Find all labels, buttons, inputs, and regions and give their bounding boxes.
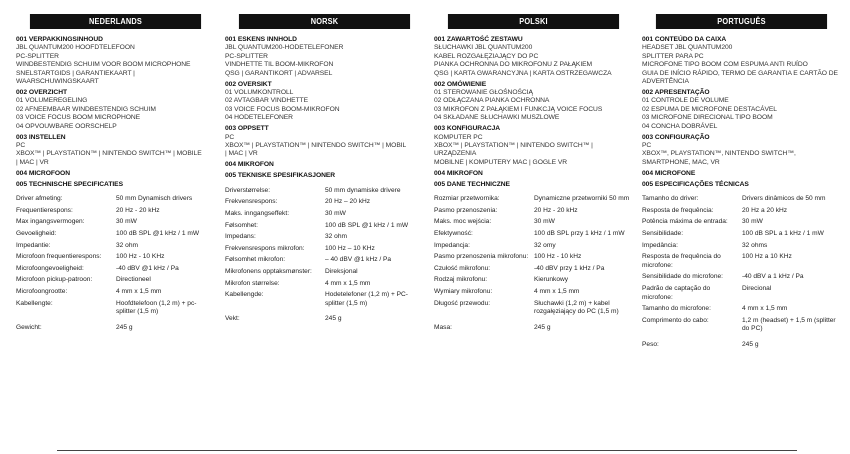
spec-value: 1,2 m (headset) + 1,5 m (splitter do PC) [742,316,836,333]
column-nederlands [16,14,215,332]
spec-value: -40 dBV @1 kHz / Pa [116,264,179,272]
spec-label: Mikrofon størrelse: [225,279,280,287]
spec-value: 20 Hz - 20 kHz [534,206,578,214]
spec-label: Følsomhet mikrofon: [225,256,286,264]
section-line: GUIA DE INÍCIO RÁPIDO, TERMO DE GARANTIA E CARTÃO DE ADVERTÊNCIA [642,69,838,86]
section-line: MOBILNE | KOMPUTERY MAC | GOGLE VR [434,158,568,166]
spec-row [434,285,633,297]
sections [642,36,841,189]
spec-row [16,227,215,239]
spec-label: Gewicht: [16,323,42,331]
section-line: VINDHETTE TIL BOOM-MIKROFON [225,61,334,69]
spec-value: 4 mm x 1,5 mm [116,288,162,296]
section-title: 003 INSTELLEN [16,133,66,141]
section-line: | MAC | VR [16,158,49,166]
spec-row [642,204,841,216]
section-title: 003 CONFIGURAÇÃO [642,133,710,141]
spec-value: Dynamiczne przetworniki 50 mm [534,195,630,203]
section-line: 02 ESPUMA DE MICROFONE DESTACÁVEL [642,105,777,113]
spec-value: 50 mm dynamiske drivere [325,186,401,194]
spec-row [642,282,841,302]
spec-value: Direksjonal [325,268,358,276]
section-line: 02 AVTAGBAR VINDHETTE [225,97,309,105]
column-header: NEDERLANDS [30,14,201,29]
spec-label: Wymiary mikrofonu: [434,288,493,296]
spec-value: Directioneel [116,276,151,284]
spec-value: 20 Hz – 20 kHz [325,198,371,206]
spec-value: -40 dBV przy 1 kHz / Pa [534,264,605,272]
spec-label: Microfoon frequentierespons: [16,253,102,261]
spec-row [434,192,633,204]
footer-divider [57,450,797,451]
spec-label: Microfoongevoeligheid: [16,264,84,272]
spec-label: Maks. inngangseffekt: [225,210,290,218]
sections [225,36,424,181]
spec-label: Masa: [434,323,452,331]
section-line: 03 VOICE FOCUS BOOM MICROPHONE [16,114,141,122]
spec-row [225,265,424,277]
spec-value: 100 Hz a 10 KHz [742,253,792,261]
section-title: 004 MICROFONE [642,169,696,177]
spec-row [434,204,633,216]
section-line: MICROFONE TIPO BOOM COM ESPUMA ANTI RUÍDO [642,61,808,69]
spec-row [16,239,215,251]
spec-table [642,192,841,349]
spec-value: 32 ohm [325,233,347,241]
section-title: 005 DANE TECHNICZNE [434,180,510,188]
column-polski [434,14,633,332]
spec-row [225,308,424,324]
spec-row [642,239,841,251]
spec-label: Rozmiar przetwornika: [434,195,500,203]
spec-row [434,239,633,251]
spec-label: Driver afmeting: [16,195,63,203]
spec-value: 100 dB SPL a 1 kHz / 1 mW [742,230,824,238]
spec-label: Pasmo przenoszenia mikrofonu: [434,253,529,261]
spec-value: 32 omy [534,241,556,249]
spec-row [16,317,215,333]
section-line: 03 VOICE FOCUS BOOM-MIKROFON [225,105,340,113]
section-title: 001 VERPAKKINGSINHOUD [16,36,103,43]
spec-value: 245 g [534,323,551,331]
spec-row [642,314,841,334]
spec-label: Kabellengte: [16,299,53,307]
section-title: 004 MIKROFON [225,161,274,169]
spec-value: 245 g [742,341,759,348]
spec-row [642,192,841,204]
spec-label: Resposta de frequência do microfone: [642,253,721,269]
spec-row [434,250,633,262]
spec-row [434,227,633,239]
spec-value: 245 g [325,315,342,323]
section-title: 002 APRESENTAÇÃO [642,89,710,97]
section-title: 001 CONTEÚDO DA CAIXA [642,36,727,43]
section-title: 004 MIKROFON [434,169,483,177]
spec-label: Vekt: [225,315,240,323]
spec-label: Sensibilidade do microfone: [642,273,724,281]
section-line: QSG | KARTA GWARANCYJNA | KARTA OSTRZEGAWCZA [434,69,612,77]
section-line: 04 SKŁADANE SŁUCHAWKI MUSZLOWE [434,114,560,122]
spec-label: Kabellengde: [225,291,264,299]
spec-row [434,262,633,274]
section-line: 01 VOLUMEREGELING [16,97,88,105]
spec-label: Tamanho do microfone: [642,305,711,313]
spec-value: 4 mm x 1,5 mm [534,288,580,296]
section-line: PC [16,142,26,150]
section-line: QSG | GARANTIKORT | ADVARSEL [225,69,333,77]
spec-row [225,288,424,308]
spec-value: 100 Hz - 10 kHz [534,253,582,261]
section-title: 005 TEKNISKE SPESIFIKASJONER [225,172,336,180]
spec-value: 245 g [116,323,133,331]
spec-label: Efektywność: [434,230,473,238]
column-portugues [642,14,841,350]
section-line: 02 ODŁĄCZANA PIANKA OCHRONNA [434,97,550,105]
spec-row [16,192,215,204]
spec-row [642,250,841,270]
spec-label: Resposta de frequência: [642,206,714,214]
spec-row [16,250,215,262]
spec-value: 32 ohm [116,241,138,249]
spec-row [225,230,424,242]
spec-label: Sensibilidade: [642,230,684,238]
column-header: PORTUGUÊS [656,14,827,29]
section-line: 04 HODETELEFONER [225,114,293,122]
spec-table [434,192,633,332]
spec-row [16,273,215,285]
spec-label: Frekvensrespons: [225,198,278,206]
sections [16,36,215,189]
spec-value: 32 ohms [742,241,768,249]
spec-label: Impedantie: [16,241,51,249]
section-line: PC-SPLITTER [225,52,268,60]
spec-label: Mikrofonens opptaksmønster: [225,268,312,276]
spec-label: Max ingangsvermogen: [16,218,85,226]
spec-value: 30 mW [742,218,763,226]
section-line: 01 VOLUMKONTROLL [225,89,294,97]
section-title: 004 MICROFOON [16,169,70,177]
spec-label: Długość przewodu: [434,299,491,307]
section-line: SPLITTER PARA PC [642,52,704,60]
section-line: XBOX™, PLAYSTATION™, NINTENDO SWITCH™, SMARTPHONE, MAC, VR [642,150,796,166]
spec-label: Impedância: [642,241,678,249]
spec-label: Maks. moc wejścia: [434,218,492,226]
spec-value: 20 Hz a 20 kHz [742,206,788,214]
column-header: POLSKI [448,14,619,29]
spec-row [434,317,633,333]
section-line: PC [225,133,235,141]
spec-label: Pasmo przenoszenia: [434,206,498,214]
spec-label: Comprimento do cabo: [642,316,709,324]
section-line: 03 MICROFONE DIRECIONAL TIPO BOOM [642,114,773,122]
spec-value: 20 Hz - 20 kHz [116,206,160,214]
spec-value: 30 mW [534,218,555,226]
spec-label: Rodzaj mikrofonu: [434,276,488,284]
spec-value: 100 dB SPL przy 1 kHz / 1 mW [534,230,625,238]
spec-value: 100 dB SPL @1 kHz / 1 mW [325,221,409,229]
spec-row [434,215,633,227]
spec-label: Frequentierespons: [16,206,73,214]
spec-value: 50 mm Dynamisch drivers [116,195,193,203]
spec-row [642,334,841,350]
sections [434,36,633,189]
section-line: PIANKA OCHRONNA DO MIKROFONU Z PAŁĄKIEM [434,61,593,69]
section-line: PC-SPLITTER [16,52,59,60]
section-line: JBL QUANTUM200-HODETELEFONER [225,44,344,52]
section-line: XBOX™ | PLAYSTATION™ | NINTENDO SWITCH™ | MOBIL [225,142,407,150]
section-line: 02 AFNEEMBAAR WINDBESTENDIG SCHUIM [16,105,156,113]
spec-label: Padrão de captação do microfone: [642,285,711,301]
spec-value: Direcional [742,285,772,293]
section-title: 002 OMÓWIENIE [434,80,487,88]
section-title: 001 ZAWARTOŚĆ ZESTAWU [434,36,523,43]
spec-row [225,219,424,231]
spec-label: Følsomhet: [225,221,258,229]
spec-label: Gevoeligheid: [16,230,57,238]
section-line: 04 OPVOUWBARE OORSCHELP [16,122,117,130]
spec-row [225,277,424,289]
spec-value: 30 mW [116,218,137,226]
spec-row [642,227,841,239]
section-line: XBOX™ | PLAYSTATION™ | NINTENDO SWITCH™ | MOBILE [16,150,202,158]
spec-row [225,207,424,219]
spec-label: Tamanho do driver: [642,195,699,203]
section-title: 005 ESPECIFICAÇÕES TÉCNICAS [642,180,749,188]
spec-value: Słuchawki (1,2 m) + kabel rozgałęziający do PC (1,5 m) [534,299,619,316]
section-title: 002 OVERZICHT [16,89,68,97]
spec-label: Frekvensrespons mikrofon: [225,244,305,252]
section-line: KOMPUTER PC [434,133,483,141]
spec-row [642,270,841,282]
spec-label: Microfoon pickup-patroon: [16,276,93,284]
section-line: KABEL ROZGAŁĘZIAJĄCY DO PC [434,52,539,60]
section-line: 04 CONCHA DOBRÁVEL [642,122,718,130]
section-line: 01 CONTROLE DE VOLUME [642,97,729,105]
section-line: SNELSTARTGIDS | GARANTIEKAART | WAARSCHUWINGSKAART [16,69,135,86]
spec-label: Microfoongrootte: [16,288,68,296]
section-title: 002 OVERSIKT [225,80,272,88]
spec-table [225,184,424,324]
section-title: 003 OPPSETT [225,125,269,133]
spec-row [642,302,841,314]
spec-value: 30 mW [325,210,346,218]
spec-row [16,285,215,297]
spec-row [642,215,841,227]
spec-value: 100 Hz - 10 KHz [116,253,165,261]
spec-value: 4 mm x 1,5 mm [742,305,788,313]
spec-label: Impedans: [225,233,256,241]
spec-value: Drivers dinâmicos de 50 mm [742,195,826,203]
spec-row [16,297,215,317]
column-header: NORSK [239,14,410,29]
spec-row [225,195,424,207]
spec-value: Kierunkowy [534,276,569,284]
column-norsk [225,14,424,324]
section-title: 001 ESKENS INNHOLD [225,36,297,43]
spec-row [225,253,424,265]
spec-value: -40 dBV a 1 kHz / Pa [742,273,804,281]
section-line: WINDBESTENDIG SCHUIM VOOR BOOM MICROPHONE [16,61,191,69]
section-line: 03 MIKROFON Z PAŁĄKIEM I FUNKCJĄ VOICE FOCUS [434,105,603,113]
section-line: 01 STEROWANIE GŁOŚNOŚCIĄ [434,89,533,97]
section-title: 003 KONFIGURACJA [434,125,501,133]
spec-value: Hoofdtelefoon (1,2 m) + pc-splitter (1,5 m) [116,299,197,316]
section-line: HEADSET JBL QUANTUM200 [642,44,733,52]
spec-label: Peso: [642,341,659,348]
spec-row [434,297,633,317]
spec-value: 4 mm x 1,5 mm [325,279,371,287]
section-title: 005 TECHNISCHE SPECIFICATIES [16,180,123,188]
spec-row [16,215,215,227]
spec-label: Potência máxima de entrada: [642,218,728,226]
spec-row [16,262,215,274]
spec-value: – 40 dBV @1 kHz / Pa [325,256,392,264]
spec-row [16,204,215,216]
spec-label: Impedancja: [434,241,470,249]
spec-value: 100 Hz – 10 KHz [325,244,375,252]
section-line: SŁUCHAWKI JBL QUANTUM200 [434,44,533,52]
spec-row [434,273,633,285]
section-line: JBL QUANTUM200 HOOFDTELEFOON [16,44,135,52]
spec-table [16,192,215,332]
section-line: XBOX™ | PLAYSTATION™ | NINTENDO SWITCH™ | URZĄDZENIA [434,142,593,158]
section-line: | MAC | VR [225,150,258,158]
spec-row [225,242,424,254]
spec-label: Driverstørrelse: [225,186,271,194]
spec-label: Czułość mikrofonu: [434,264,491,272]
spec-value: Hodetelefoner (1,2 m) + PC-splitter (1,5 m) [325,291,409,307]
spec-value: 100 dB SPL @1 kHz / 1 mW [116,230,200,238]
spec-row [225,184,424,196]
section-line: PC [642,142,652,150]
